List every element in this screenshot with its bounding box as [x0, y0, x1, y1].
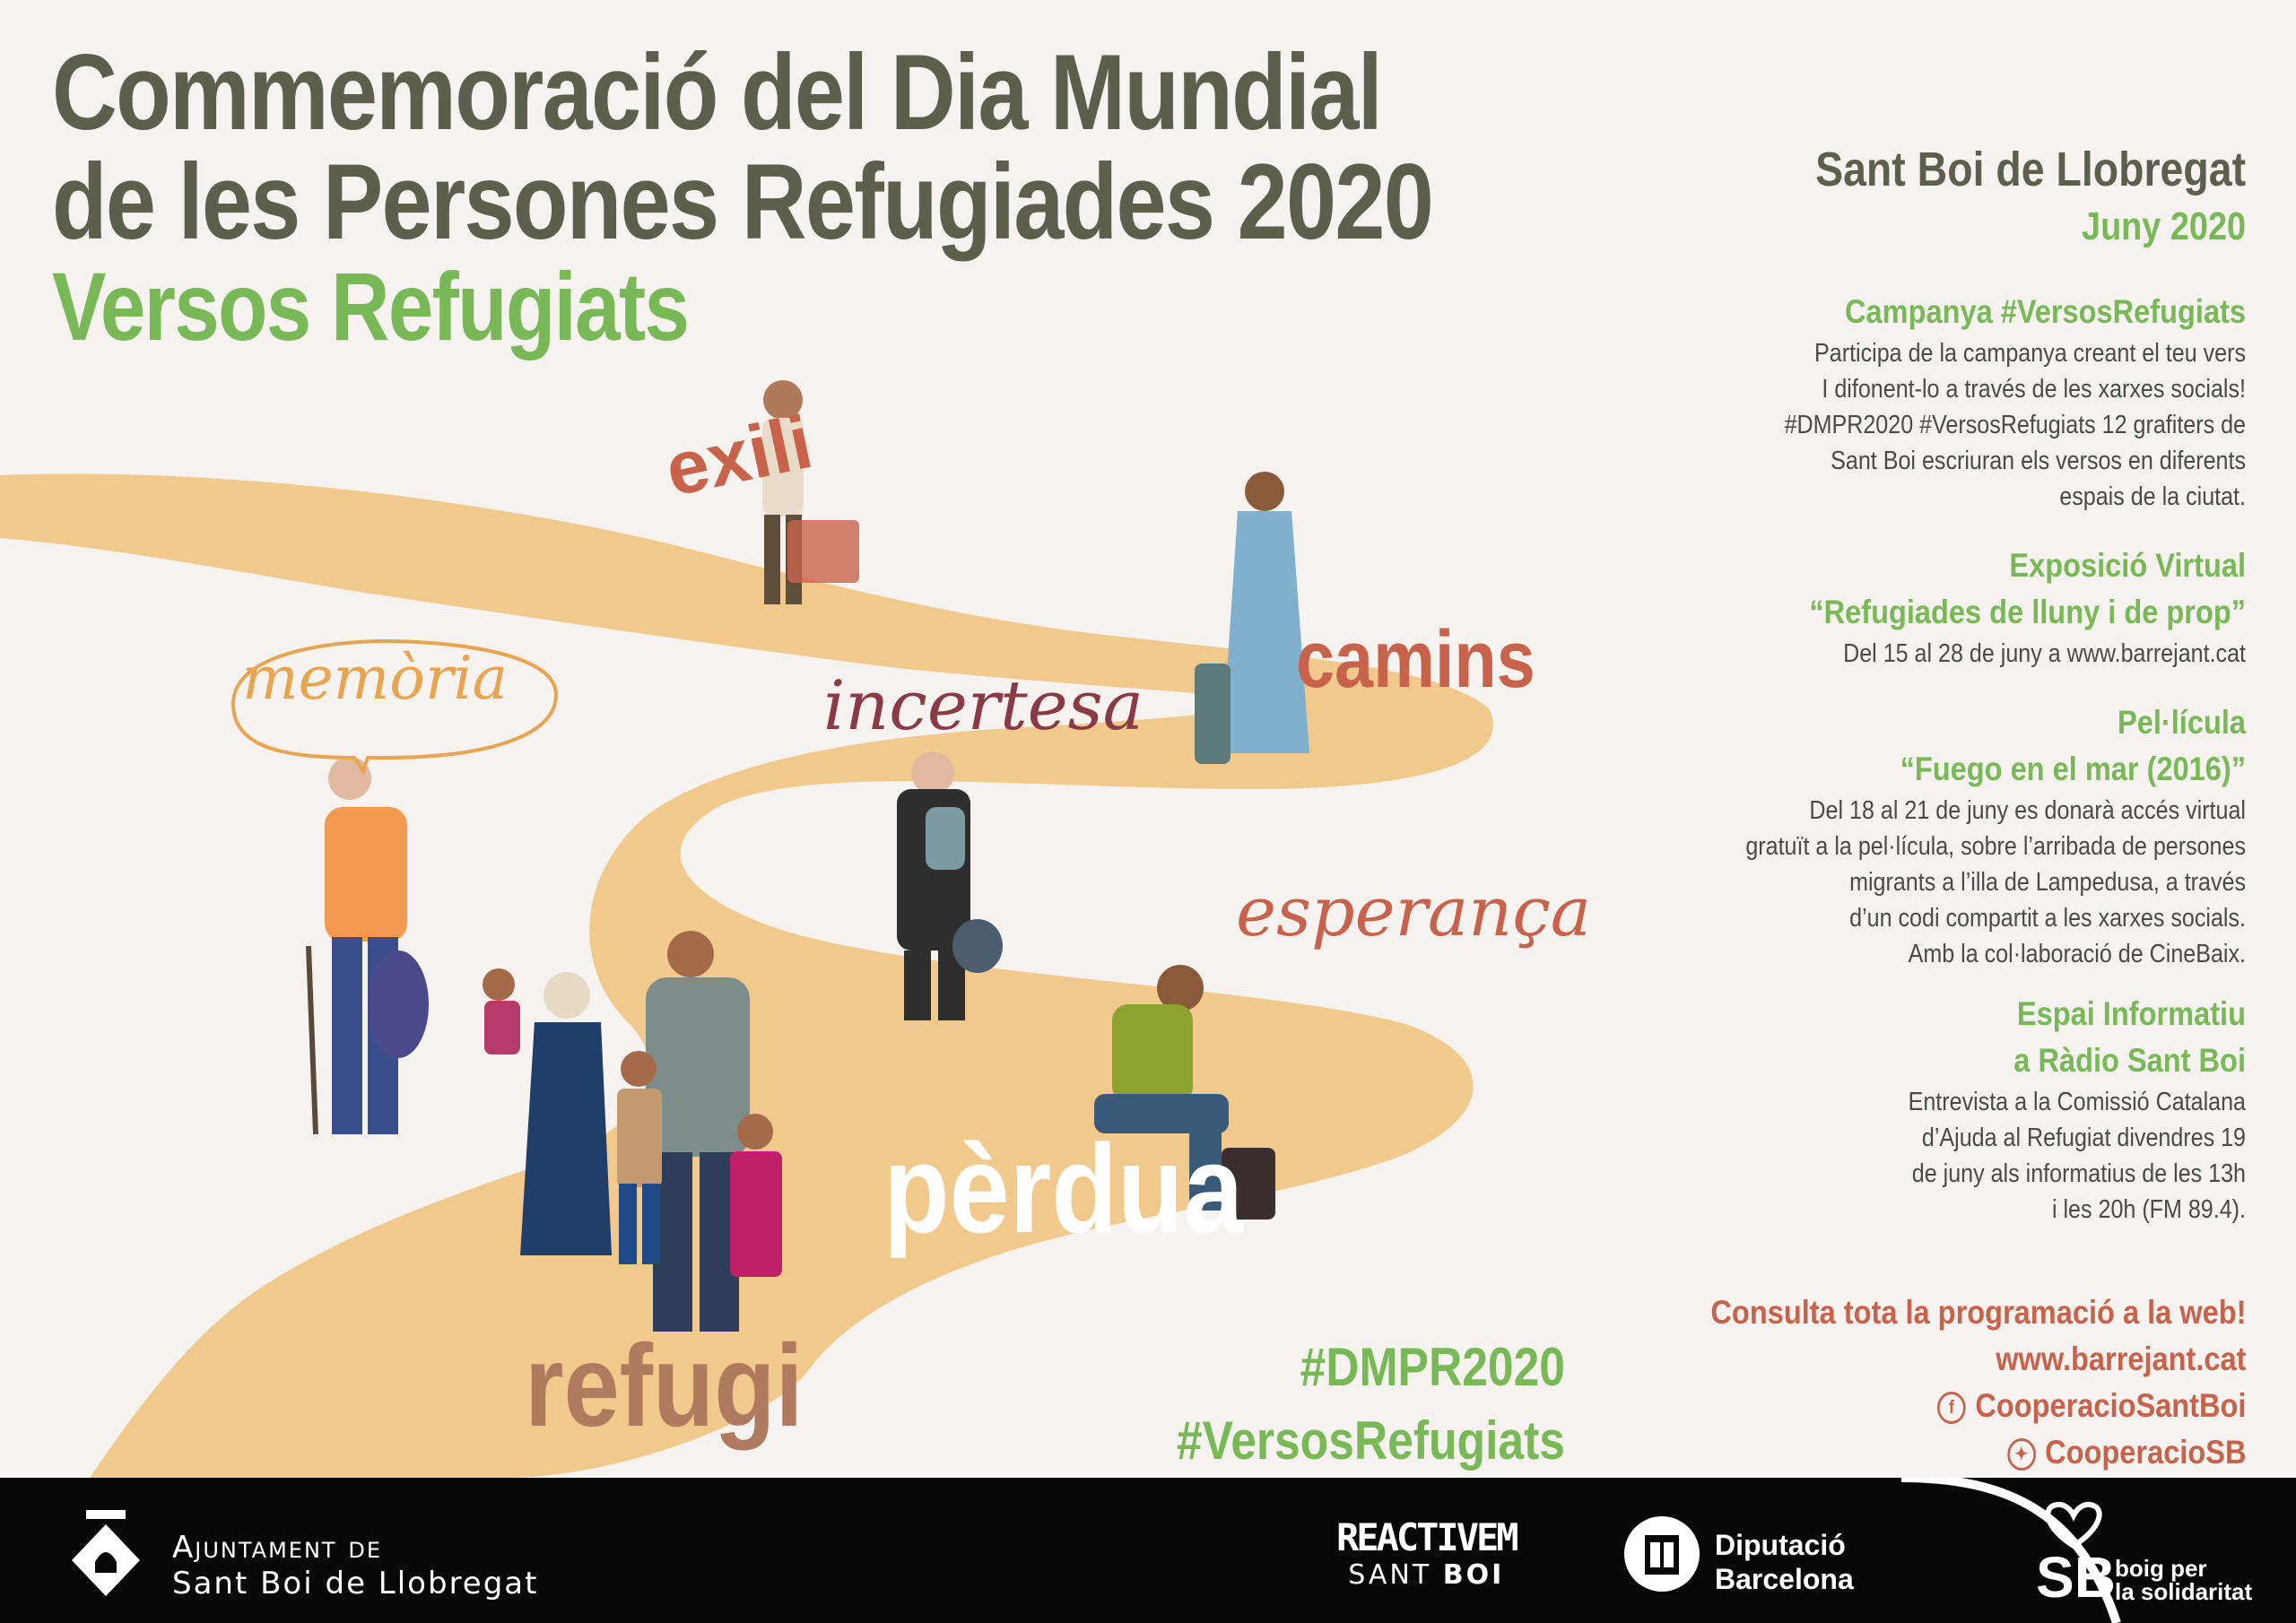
- info-city: Sant Boi de Llobregat: [1815, 143, 2246, 196]
- reactivem-logo: [1336, 1515, 1517, 1591]
- figure-family: [483, 931, 782, 1332]
- section-heading: Campanya #VersosRefugiats: [1845, 293, 2246, 330]
- info-header: [1745, 142, 2246, 249]
- sb-line-1: boig per: [2115, 1555, 2207, 1582]
- hashtags: [1076, 1331, 1565, 1478]
- title-line-2: de les Persones Refugiades 2020: [52, 142, 1433, 262]
- twitter-link[interactable]: [1710, 1429, 2246, 1476]
- web-links: [1638, 1289, 2246, 1476]
- info-date: Juny 2020: [2081, 204, 2246, 248]
- info-section-pellicula: [1600, 699, 2246, 972]
- reactivem-boi: BOI: [1442, 1559, 1505, 1591]
- reactivem-line-1: REACTIVEM: [1336, 1515, 1517, 1559]
- section-body: Entrevista a la Comissió Catalana d’Ajuda al Refugiat divendres 19 de juny als informatius de les 13h i les 20h (FM 89.4).: [1908, 1088, 2246, 1224]
- diputacio-logo-text: [1715, 1528, 1854, 1596]
- ajuntament-line-1: Ajuntament de: [172, 1530, 383, 1566]
- section-body: Del 18 al 21 de juny es donarà accés virtual gratuït a la pel·lícula, sobre l’arribada de persones migrants a l’illa de Lampedusa, a través d’un codi compartit a les xarxes socials. Amb la col·laboració de CineBaix.: [1745, 796, 2246, 968]
- sb-slogan: [2115, 1557, 2252, 1603]
- word-refugi: refugi: [525, 1320, 804, 1451]
- reactivem-line-2: [1336, 1559, 1517, 1591]
- section-heading: Exposició Virtual “Refugiades de lluny i de prop”: [1809, 547, 2246, 630]
- facebook-handle: CooperacioSantBoi: [1974, 1387, 2246, 1424]
- word-memoria: memòria: [242, 644, 508, 713]
- section-body: Participa de la campanya creant el teu vers I difonent-lo a través de les xarxes socials! #DMPR2020 #VersosRefugiats 12 grafiters de Sant Boi escriuran els versos en diferents espais de la ciutat.: [1784, 339, 2246, 511]
- web-cta: Consulta tota la programació a la web!: [1709, 1294, 2246, 1331]
- facebook-icon: f: [1937, 1392, 1966, 1424]
- sb-mark: SB: [2036, 1545, 2116, 1610]
- diputacio-seal-icon: [1623, 1515, 1700, 1593]
- word-exili: exili: [657, 399, 820, 512]
- section-heading: Pel·lícula “Fuego en el mar (2016)”: [1900, 704, 2246, 787]
- twitter-icon: ✦: [2006, 1438, 2035, 1471]
- word-esperanca: esperança: [1236, 872, 1592, 951]
- ajuntament-line-2: Sant Boi de Llobregat: [172, 1566, 539, 1601]
- info-section-radio: [1600, 991, 2246, 1228]
- info-section-exposicio: [1600, 542, 2246, 672]
- info-section-campanya: [1600, 289, 2246, 515]
- diputacio-line-1: Diputació: [1715, 1529, 1846, 1561]
- twitter-handle: CooperacioSB: [2044, 1434, 2246, 1471]
- hashtag-dmpr: #DMPR2020: [1300, 1337, 1565, 1397]
- diputacio-line-2: Barcelona: [1715, 1563, 1854, 1595]
- word-camins: camins: [1296, 615, 1535, 705]
- figure-old-man: [309, 757, 429, 1134]
- figure-woman-with-baby: [897, 751, 1003, 1020]
- title-line-1: Commemoració del Dia Mundial: [52, 32, 1382, 152]
- title-subtitle: Versos Refugiats: [52, 252, 689, 360]
- ajuntament-logo-text: [172, 1530, 538, 1601]
- section-heading: Espai Informatiu a Ràdio Sant Boi: [2013, 995, 2246, 1079]
- ajuntament-shield-icon: [70, 1508, 142, 1598]
- web-url-link[interactable]: www.barrejant.cat: [1995, 1341, 2246, 1377]
- sb-line-2: la solidaritat: [2115, 1578, 2253, 1605]
- word-perdua: pèrdua: [883, 1118, 1244, 1259]
- reactivem-sant: SANT: [1348, 1559, 1432, 1591]
- facebook-link[interactable]: [1710, 1383, 2246, 1429]
- section-body: Del 15 al 28 de juny a www.barrejant.cat: [1843, 639, 2246, 668]
- word-incertesa: incertesa: [823, 665, 1144, 745]
- sb-heart-icon: [2036, 1497, 2111, 1551]
- hashtag-versos: #VersosRefugiats: [1176, 1410, 1565, 1471]
- figure-woman-blue-robe: [1195, 472, 1309, 764]
